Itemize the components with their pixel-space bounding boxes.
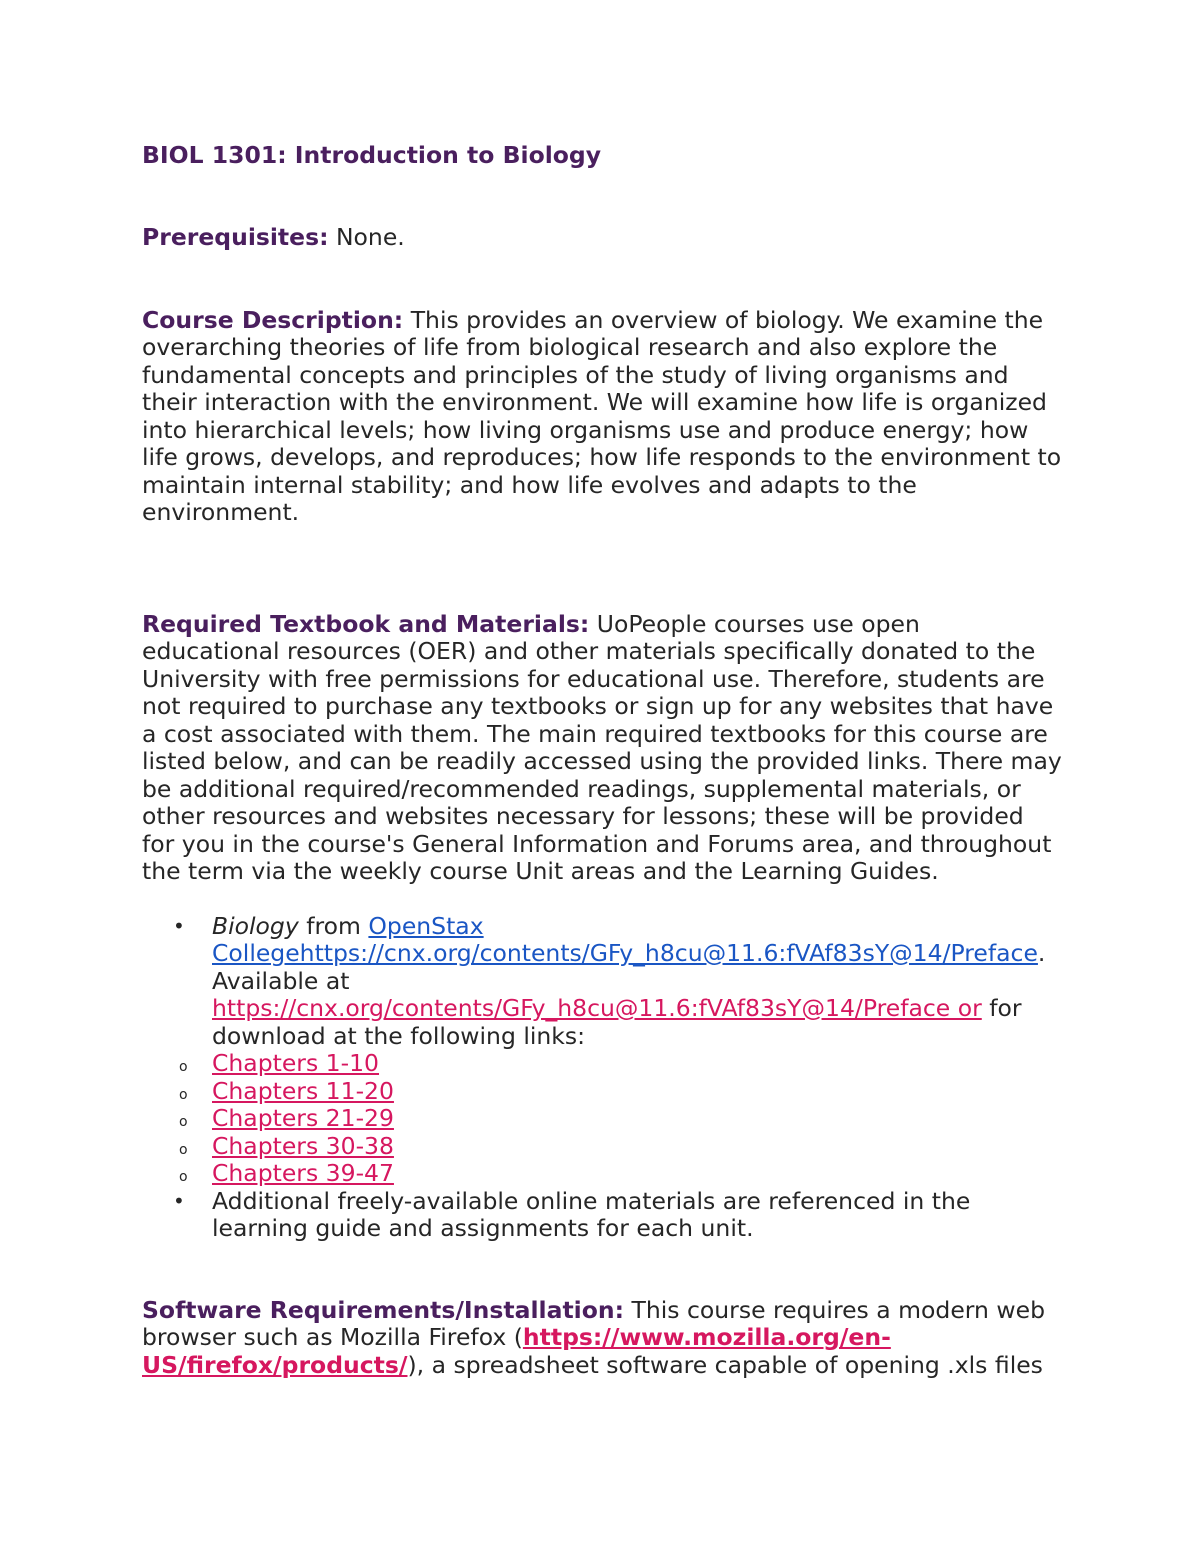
materials-text: UoPeople courses use open educational resources (OER) and other materials specifically donated to the University with free permissions for educational use. Therefore, students are not required to purchase any textbooks or sign up for any websites that have a cost associated with them. The main required textbooks for this course are listed below, and can be readily accessed using the provided links. There may be additional required/recommended readings, supplemental materials, or other resources and websites necessary for lessons; these will be provided for you in the course's General Information and Forums area, and throughout the term via the weekly course Unit areas and the Learning Guides. bbox=[142, 609, 1062, 885]
from-text: from bbox=[298, 911, 369, 940]
course-description-label: Course Description: bbox=[142, 305, 404, 334]
circle-bullet-icon: o bbox=[179, 1114, 188, 1130]
course-description-paragraph bbox=[142, 307, 1062, 527]
prerequisites-paragraph bbox=[142, 224, 1062, 252]
materials-paragraph bbox=[142, 611, 1062, 886]
firefox-link[interactable]: https://www.mozilla.org/en-US/firefox/products/ bbox=[142, 1323, 891, 1379]
chapter-item bbox=[142, 1160, 1062, 1188]
chapters-list bbox=[142, 1050, 1062, 1188]
software-label: Software Requirements/Installation: bbox=[142, 1295, 625, 1324]
prerequisites-label: Prerequisites: bbox=[142, 223, 329, 251]
book-title: Biology bbox=[212, 911, 299, 940]
course-title: BIOL 1301: Introduction to Biology bbox=[142, 141, 602, 169]
materials-list bbox=[142, 913, 1062, 1243]
circle-bullet-icon: o bbox=[179, 1141, 188, 1158]
document-page bbox=[142, 140, 1062, 1379]
chapters-link[interactable]: Chapters 30-38 bbox=[212, 1131, 394, 1160]
software-paragraph bbox=[142, 1297, 1062, 1380]
list-item bbox=[142, 1188, 1062, 1243]
chapters-link[interactable]: Chapters 1-10 bbox=[212, 1049, 380, 1077]
chapters-link[interactable]: Chapters 11-20 bbox=[212, 1076, 394, 1105]
prerequisites-value: None. bbox=[328, 223, 405, 251]
chapter-item bbox=[142, 1133, 1062, 1161]
circle-bullet-icon: o bbox=[179, 1169, 188, 1185]
chapter-item bbox=[142, 1078, 1062, 1106]
chapter-item bbox=[142, 1050, 1062, 1078]
circle-bullet-icon: o bbox=[179, 1086, 188, 1103]
download-text: for download at the following links: bbox=[212, 994, 1022, 1050]
chapters-link[interactable]: Chapters 21-29 bbox=[212, 1104, 394, 1132]
circle-bullet-icon: o bbox=[179, 1059, 188, 1075]
available-text: . Available at bbox=[212, 939, 1046, 995]
software-text-2: ), a spreadsheet software capable of opening .xls files bbox=[407, 1350, 1043, 1379]
openstax-link[interactable]: OpenStax Collegehttps://cnx.org/contents/GFy_h8cu@11.6:fVAf83sY@14/Preface bbox=[212, 911, 1038, 967]
bullet-icon: • bbox=[173, 913, 185, 938]
course-description-text: This provides an overview of biology. We examine the overarching theories of life from biological research and also explore the fundamental concepts and principles of the study of living organisms and their interaction with the environment. We will examine how life is organized into hierarchical levels; how living organisms use and produce energy; how life grows, develops, and reproduces; how life responds to the environment to maintain internal stability; and how life evolves and adapts to the environment. bbox=[142, 305, 1062, 526]
cnx-link[interactable]: https://cnx.org/contents/GFy_h8cu@11.6:fVAf83sY@14/Preface or bbox=[212, 994, 982, 1022]
software-text-1: This course requires a modern web browser such as Mozilla Firefox ( bbox=[142, 1295, 1045, 1351]
bullet-icon: • bbox=[173, 1188, 185, 1213]
chapters-link[interactable]: Chapters 39-47 bbox=[212, 1159, 394, 1187]
textbook-line bbox=[212, 912, 1045, 1050]
list-item bbox=[142, 913, 1062, 1188]
chapter-item bbox=[142, 1105, 1062, 1133]
additional-materials-text: Additional freely-available online materials are referenced in the learning guide and assignments for each unit. bbox=[212, 1186, 971, 1242]
materials-label: Required Textbook and Materials: bbox=[142, 609, 590, 638]
